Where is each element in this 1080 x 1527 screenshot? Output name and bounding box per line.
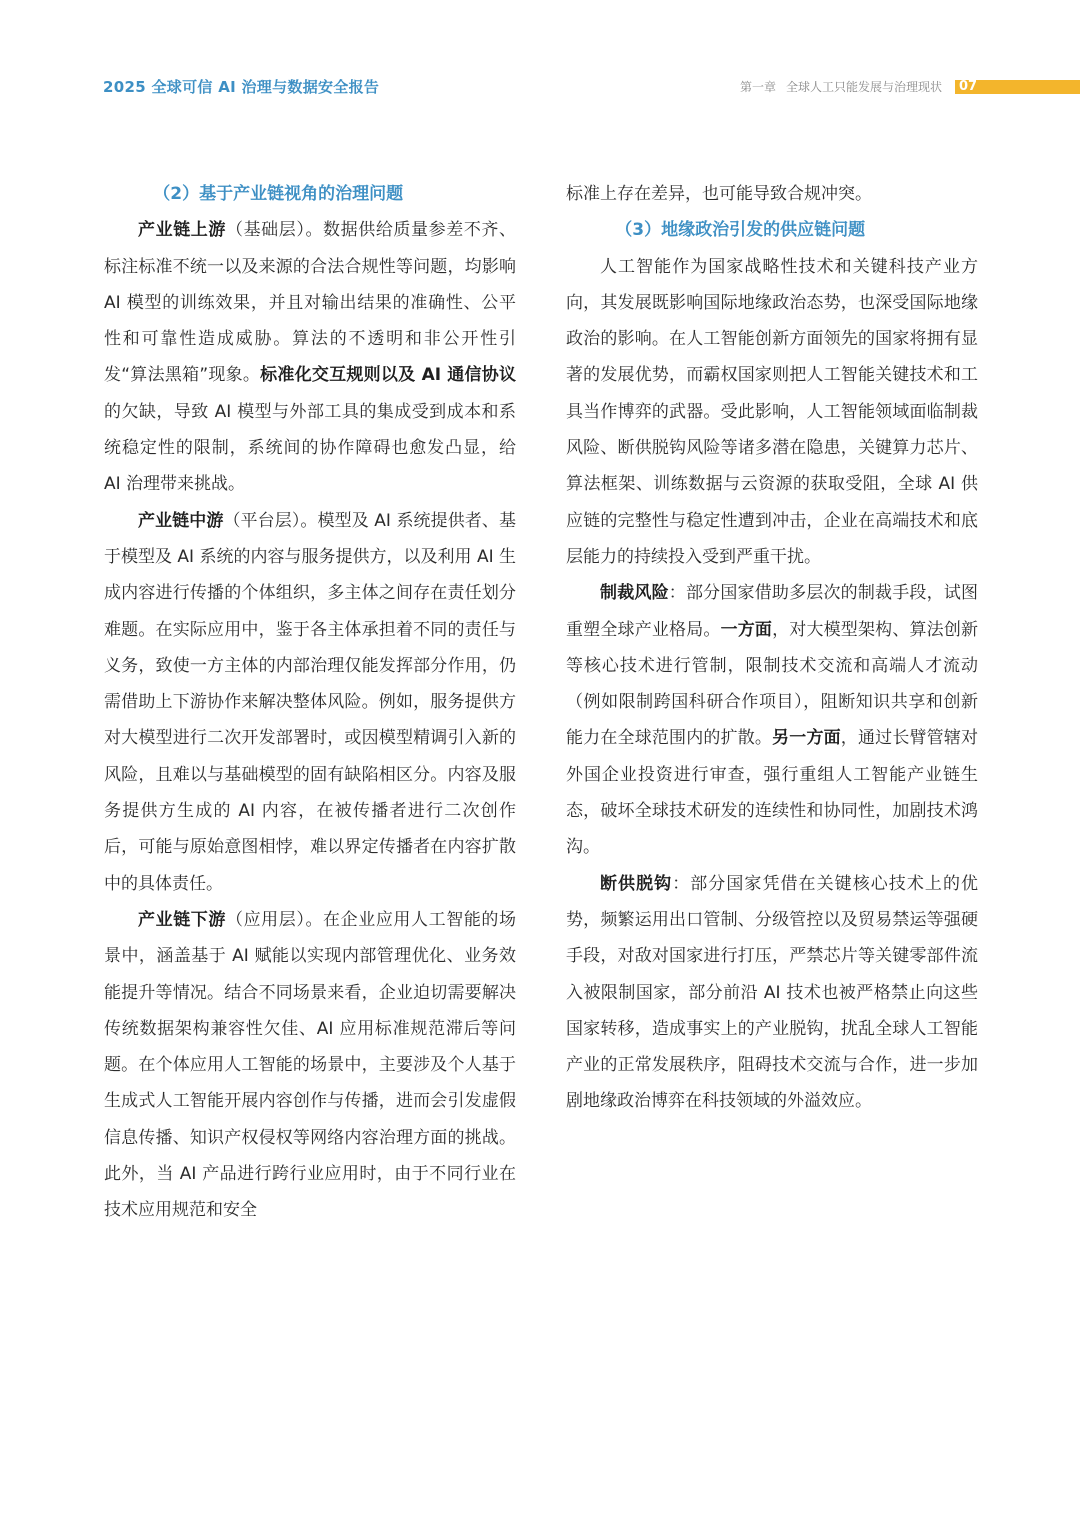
text-downstream: （应用层）。在企业应用人工智能的场景中，涵盖基于 AI 赋能以实现内部管理优化、业务效能提升等情况。结合不同场景来看，企业迫切需要解决传统数据架构兼容性欠佳、AI 应用标准规范滞后等问题。在个体应用人工智能的场景中，主要涉及个人基于生成式人工智能开展内容创作与传播，进而会引发虚假信息传播、知识产权侵权等网络内容治理方面的挑战。此外，当 AI 产品进行跨行业应用时，由于不同行业在技术应用规范和安全 — [104, 909, 517, 1221]
section-heading-supply-chain-view: （2）基于产业链视角的治理问题 — [153, 184, 404, 204]
paragraph-upstream — [104, 212, 516, 502]
paragraph-continuation: 标准上存在差异，也可能导致合规冲突。 — [566, 184, 872, 204]
paragraph-decoupling — [566, 866, 978, 1120]
term-decoupling: 断供脱钩 — [600, 873, 673, 894]
text-sanctions-b: ，对大模型架构、算法创新等核心技术进行管制，限制技术交流和高端人才流动（例如限制跨国科研合作项目），阻断知识共享和创新能力在全球范围内的扩散。 — [566, 619, 979, 749]
chapter-title: 全球人工只能发展与治理现状 — [786, 80, 943, 94]
paragraph-geopolitics: 人工智能作为国家战略性技术和关键科技产业方向，其发展既影响国际地缘政治态势，也深受国际地缘政治的影响。在人工智能创新方面领先的国家将拥有显著的发展优势，而霸权国家则把人工智能关键技术和工具当作博弈的武器。受此影响，人工智能领域面临制裁风险、断供脱钩风险等诸多潜在隐患，关键算力芯片、算法框架、训练数据与云资源的获取受阻，全球 AI 供应链的完整性与稳定性遭到冲击，企业在高端技术和底层能力的持续投入受到严重干扰。 — [566, 256, 978, 567]
text-midstream: （平台层）。模型及 AI 系统提供者、基于模型及 AI 系统的内容与服务提供方，以及利用 AI 生成内容进行传播的个体组织，多主体之间存在责任划分难题。在实际应用中，鉴于各主体承担着不同的责任与义务，致使一方主体的内部治理仅能发挥部分作用，仍需借助上下游协作来解决整体风险。例如，服务提供方对大模型进行二次开发部署时，或因模型精调引入新的风险，且难以与基础模型的固有缺陷相区分。内容及服务提供方生成的 AI 内容，在被传播者进行二次创作后，可能与原始意图相悖，难以界定传播者在内容扩散中的具体责任。 — [104, 510, 517, 894]
term-upstream: 产业链上游 — [138, 220, 226, 241]
text-sanctions-a: ：部分国家借助多层次的制裁手段，试图重塑全球产业格局。 — [566, 583, 979, 640]
paragraph-downstream — [104, 902, 516, 1229]
term-midstream: 产业链中游 — [138, 510, 224, 531]
term-other-hand: 另一方面 — [772, 728, 841, 749]
left-column — [104, 176, 516, 1229]
report-title: 2025 全球可信 AI 治理与数据安全报告 — [103, 78, 380, 96]
text-upstream-a: （基础层）。数据供给质量参差不齐、标注标准不统一以及来源的合法合规性等问题，均影响 AI 模型的训练效果，并且对输出结果的准确性、公平性和可靠性造成威胁。算法的不透明和非公开性引发“算法黑箱”现象。 — [104, 220, 517, 386]
chapter-label: 第一章 — [740, 80, 777, 94]
paragraph-midstream — [104, 503, 516, 902]
page-number: 07 — [955, 80, 1080, 94]
term-downstream: 产业链下游 — [138, 909, 226, 930]
text-sanctions-c: ，通过长臂管辖对外国企业投资进行审查，强行重组人工智能产业链生态，破坏全球技术研发的连续性和协同性，加剧技术鸿沟。 — [566, 728, 979, 858]
term-protocol: 标准化交互规则以及 AI 通信协议 — [260, 365, 516, 386]
chapter-header — [740, 78, 942, 95]
text-decoupling: ：部分国家凭借在关键核心技术上的优势，频繁运用出口管制、分级管控以及贸易禁运等强硬手段，对敌对国家进行打压，严禁芯片等关键零部件流入被限制国家，部分前沿 AI 技术也被严格禁止向这些国家转移，造成事实上的产业脱钩，扰乱全球人工智能产业的正常发展秩序，阻碍技术交流与合作，进一步加剧地缘政治博弈在科技领域的外溢效应。 — [566, 873, 979, 1112]
term-sanctions: 制裁风险 — [600, 583, 669, 604]
section-heading-geopolitics: （3）地缘政治引发的供应链问题 — [615, 220, 866, 241]
right-column — [566, 176, 978, 1120]
text-upstream-b: 的欠缺，导致 AI 模型与外部工具的集成受到成本和系统稳定性的限制，系统间的协作障碍也愈发凸显，给 AI 治理带来挑战。 — [104, 401, 516, 495]
term-one-hand: 一方面 — [720, 619, 773, 640]
paragraph-sanctions — [566, 575, 978, 865]
